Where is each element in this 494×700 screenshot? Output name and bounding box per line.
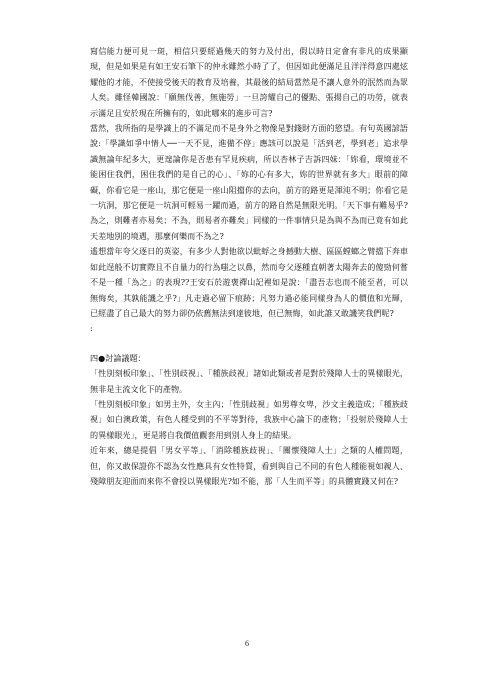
discussion-paragraph-1: 「性別刻板印象」、「性別歧視」、「種族歧視」諸如此類或者是對於殘障人士的異樣眼光，無非是主流文化下的產物。 [90,368,408,394]
page-number: 6 [245,639,249,648]
section-gap [90,337,408,351]
body-paragraph-3: 遙想當年夸父逐日的英姿，有多少人對他欲以蚍蜉之身撼動大樹、區區螳螂之臂擋下奔車如此逞般不切實際且不自量力的行為嗤之以鼻，然而夸父逐種直朝著太陽奔去的傻勁何嘗不是一種「為之」的表現??王安石於遊褒禪山記裡如是說：「盡吾志也而不能至者，可以無悔矣，其孰能譏之乎?」凡走過必留下痕跡；凡努力過必能同樣身為人的價值和光輝，已經盡了自己最大的努力卻仍依舊無法到達彼地，但已無悔，如此誰又敢譏笑我們呢? [90,246,408,318]
discussion-heading: 四●討論議題： [90,352,146,363]
stray-colon-line: : [90,323,93,334]
discussion-paragraph-3: 近年來，總是提倡「男女平等」、「消除種族歧視」、「關懷殘障人士」之類的人權問題，但，你又敢保證你不認為女性應具有女性特質，看到與自己不同的有色人種能視如親人、殘障朋友迎面而來你不會投以異樣眼光?如不能，那「人生而平等」的具體實踐又何在? [90,445,408,486]
body-paragraph-1: 寫信能力便可見一斑，相信只要經過幾天的努力及付出，假以時日定會有非凡的成果顯現，但是如果是有如王安石筆下的仲永雖然小時了了，但因如此便滿足且洋洋得意四處炫耀他的才能，不使接受後天的教育及培養，其最後的結局當然是不讓人意外的泯然而為眾人矣。雖怪韓國說：「願無伐善，無施勞」一旦誇耀自己的優點、張揚自己的功勞，就表示滿足且安於現在所擁有的，如此哪來的進步可言? [90,46,408,118]
body-paragraph-2: 當然，我所指的是學識上的不滿足而不是身外之物像是對錢財方面的慾望。有句英國諺語說:「學識如爭中情人──一天不見，進備不停」應該可以說是「活到老，學到老」追求學識無論年紀多大，更遑論你是否患有罕見疾病，所以杏林子吉訴四妹：「妳看，環境並不能困住我們，困住我們的是自己的心」、「妳的心有多大，妳的世界就有多大」眼前的障礙，你看它是一座山，那它便是一座山阻擋你的去向，前方的路更是渾沌不明；你看它是一坑洞，那它便是一坑洞可輕易一躍而過，前方的路自然是無限光明。「天下事有難易乎?為之，則難者亦易矣；不為，則易者亦難矣」同樣的一件事情只是為與不為而已竟有如此天差地別的境遇，那麼何樂而不為之? [90,123,408,241]
page-body [90,44,408,489]
discussion-paragraph-2: 「性別刻板印象」如男主外，女主內；「性別歧視」如男尊女卑，沙文主義造成；「種族歧視」如白澳政策，有色人種受到的不平等對待，我族中心論下的產物；「投射於殘障人士的異樣眼光」，更是將自我價值觀套用到別人身上的結果。 [90,398,408,440]
